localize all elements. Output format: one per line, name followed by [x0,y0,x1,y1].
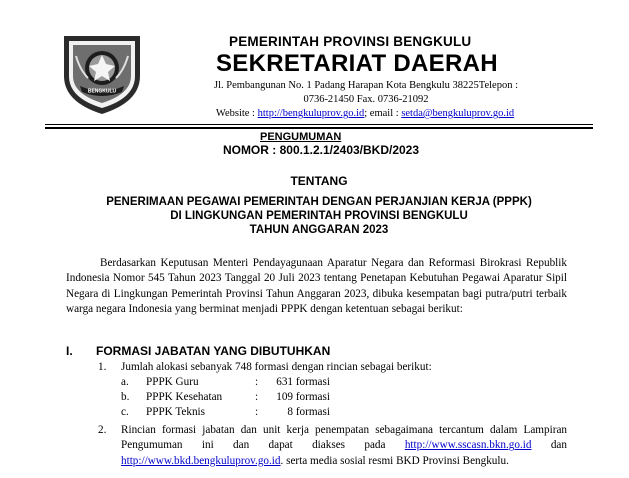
subitem-b-count: 109 formasi [276,391,330,403]
letterhead-rule-thick [45,127,593,129]
website-link[interactable]: http://bengkuluprov.go.id [257,108,365,119]
government-name: PEMERINTAH PROVINSI BENGKULU [229,34,472,49]
bkd-link[interactable]: http://www.bkd.bengkuluprov.go.id [121,454,281,467]
item-2-text-b: dan [531,439,567,452]
announcement-label: PENGUMUMAN [260,131,342,143]
subitem-b-name: PPPK Kesehatan [146,391,223,403]
website-label: Website : [215,108,258,119]
contact-line [150,108,580,119]
email-link[interactable]: setda@bengkuluprov.go.id [401,108,515,119]
sscasn-link[interactable]: http://www.sscasn.bkn.go.id [404,439,532,452]
item-1-number: 1. [98,361,107,373]
svg-text:BENGKULU: BENGKULU [87,88,117,95]
subitem-a-count: 631 formasi [276,376,330,388]
about-heading: TENTANG [290,174,348,188]
address-line-2: 0736-21450 Fax. 0736-21092 [303,94,429,105]
section-title: FORMASI JABATAN YANG DIBUTUHKAN [96,344,331,358]
email-label: ; email : [364,108,402,119]
address-line-1: Jl. Pembangunan No. 1 Padang Harapan Kota Bengkulu 38225Telepon : [214,80,518,91]
department-name: SEKRETARIAT DAERAH [216,50,498,77]
subject-line-2: DI LINGKUNGAN PEMERINTAH PROVINSI BENGKULU [170,210,468,222]
subject-line-3: TAHUN ANGGARAN 2023 [249,224,389,236]
province-logo [58,30,146,116]
letterhead-rule [45,124,593,125]
subitem-b-sep: : [255,391,259,403]
item-1-text: Jumlah alokasi sebanyak 748 formasi dengan rincian sebagai berikut: [121,361,432,373]
item-2-number: 2. [98,424,107,436]
item-2-text-a: Rincian formasi jabatan dan unit kerja penempatan sebagaimana tercantum dalam Lampiran Pengumuman ini dan dapat diakses pada [121,424,567,452]
announcement-number: NOMOR : 800.1.2.1/2403/BKD/2023 [222,143,420,157]
subitem-c-name: PPPK Teknis [146,406,206,418]
subitem-a-sep: : [255,376,259,388]
item-2-text-c: . serta media sosial resmi BKD Provinsi Bengkulu. [280,454,509,467]
intro-paragraph: Berdasarkan Keputusan Menteri Pendayagunaan Aparatur Negara dan Reformasi Birokrasi Republik Indonesia Nomor 545 Tahun 2023 Tanggal 20 Juli 2023 tentang Penetapan Kebutuhan Pegawai Aparatur Sipil Negara di Lingkungan Pemerintah Provinsi Tahun Anggaran 2023, dibuka kesempatan bagi putra/putri terbaik warga negara Indonesia yang berminat menjadi PPPK dengan ketentuan sebagai berikut: [66,257,567,316]
subitem-c-sep: : [255,406,259,418]
subitem-c-letter: c. [121,406,129,418]
subitem-b-letter: b. [121,391,130,403]
subitem-c-count: 8 formasi [287,406,330,418]
subject-line-1: PENERIMAAN PEGAWAI PEMERINTAH DENGAN PERJANJIAN KERJA (PPPK) [106,196,532,208]
section-number: I. [66,344,73,358]
item-2-text [121,423,567,469]
subitem-a-name: PPPK Guru [146,376,199,388]
subitem-a-letter: a. [121,376,129,388]
